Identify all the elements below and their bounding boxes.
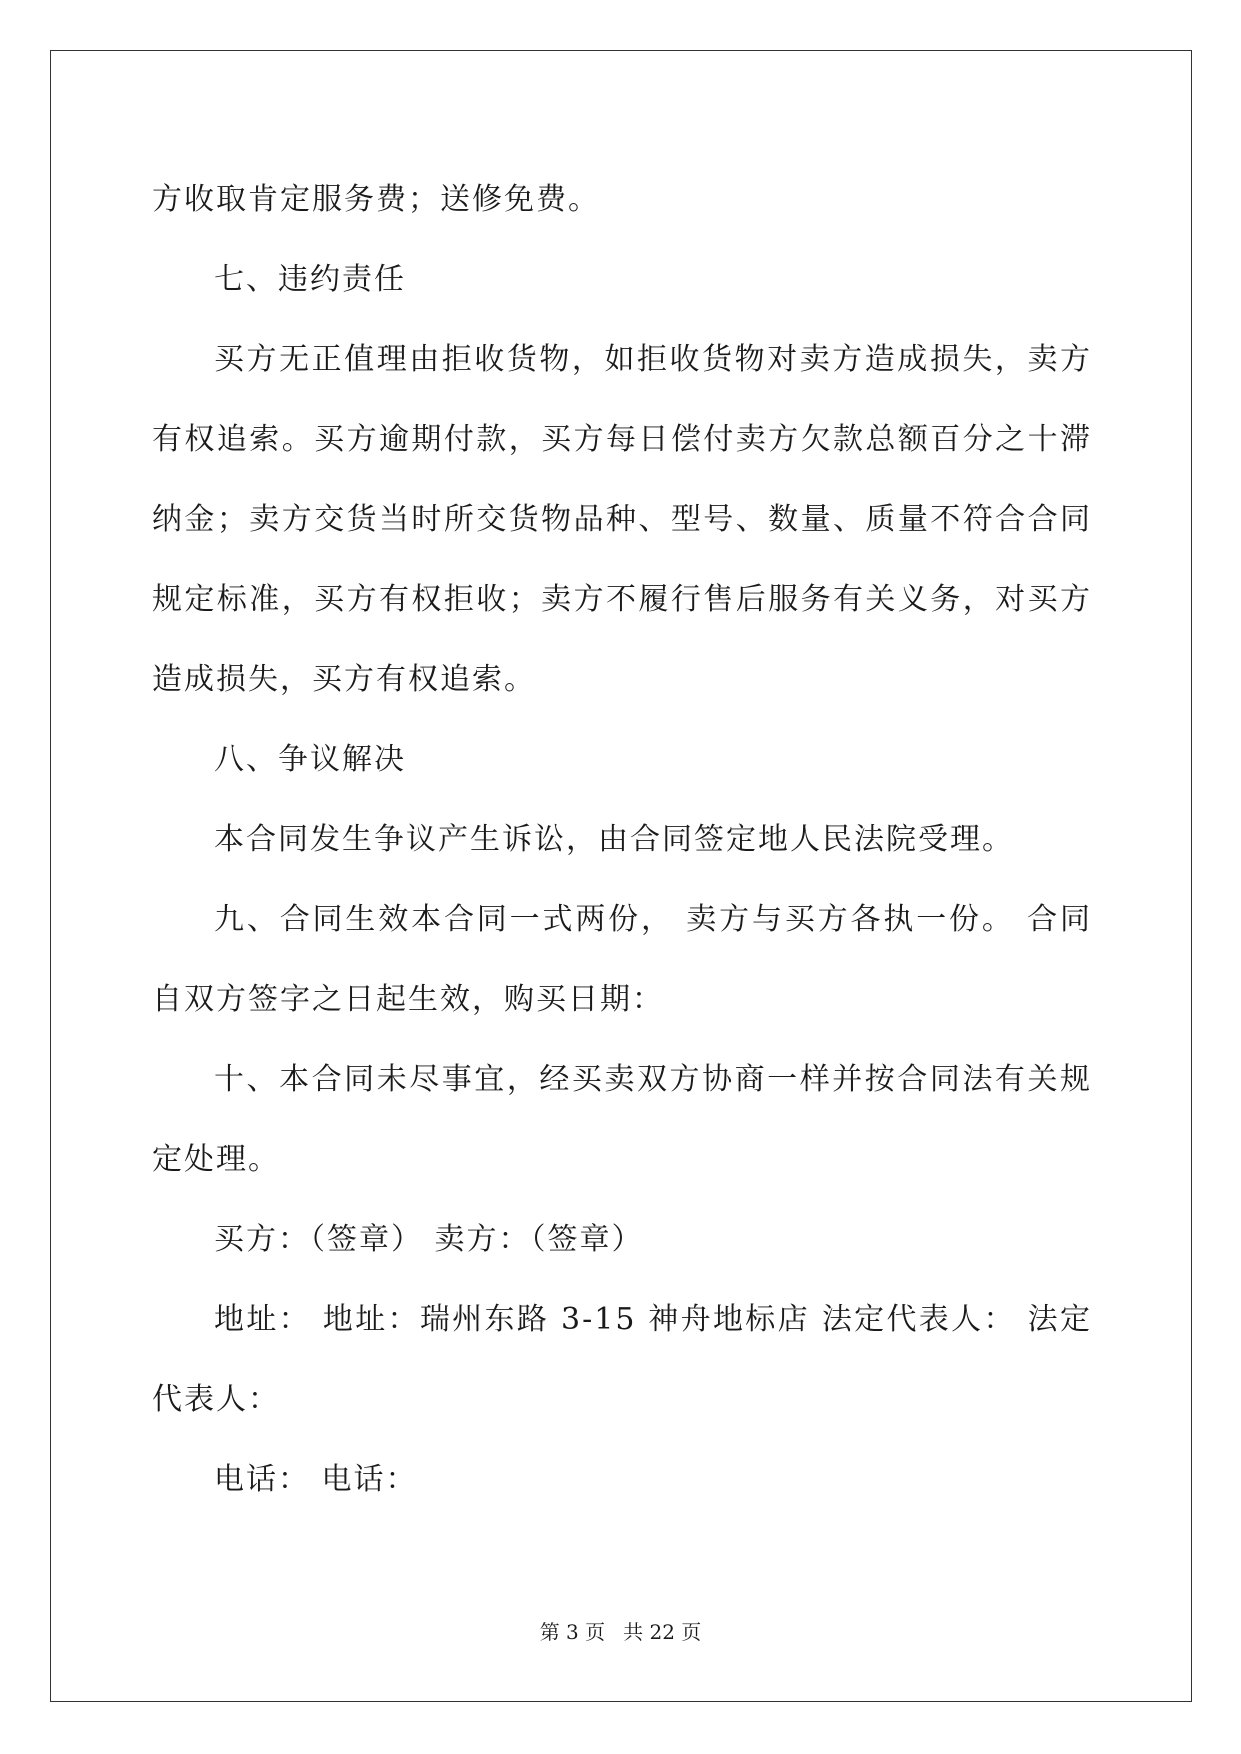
paragraph-contract-effective: 九、合同生效本合同一式两份， 卖方与买方各执一份。 合同自双方签字之日起生效，购买日期：: [152, 902, 1092, 1017]
paragraph-service-fee: 方收取肯定服务费；送修免费。: [152, 182, 600, 217]
document-body: [152, 160, 1092, 1520]
page-total: 共 22 页: [623, 1620, 702, 1644]
paragraph-dispute-resolution: 本合同发生争议产生诉讼，由合同签定地人民法院受理。: [214, 822, 1014, 857]
paragraph-other-matters: 十、本合同未尽事宜，经买卖双方协商一样并按合同法有关规定处理。: [152, 1062, 1092, 1177]
page-number: 第 3 页: [539, 1620, 606, 1644]
address-line: 地址： 地址：瑞州东路 3-15 神舟地标店 法定代表人： 法定代表人：: [152, 1302, 1092, 1417]
paragraph-breach-liability: 买方无正值理由拒收货物，如拒收货物对卖方造成损失，卖方有权追索。买方逾期付款，买方每日偿付卖方欠款总额百分之十滞纳金；卖方交货当时所交货物品种、型号、数量、质量不符合合同规定标准，买方有权拒收；卖方不履行售后服务有关义务，对买方造成损失，买方有权追索。: [152, 342, 1092, 697]
heading-dispute-resolution: 八、争议解决: [214, 742, 406, 777]
page-footer: [0, 1616, 1241, 1645]
heading-breach-liability: 七、违约责任: [214, 262, 406, 297]
signature-line: 买方：（签章） 卖方：（签章）: [214, 1222, 644, 1257]
phone-line: 电话： 电话：: [214, 1462, 418, 1497]
